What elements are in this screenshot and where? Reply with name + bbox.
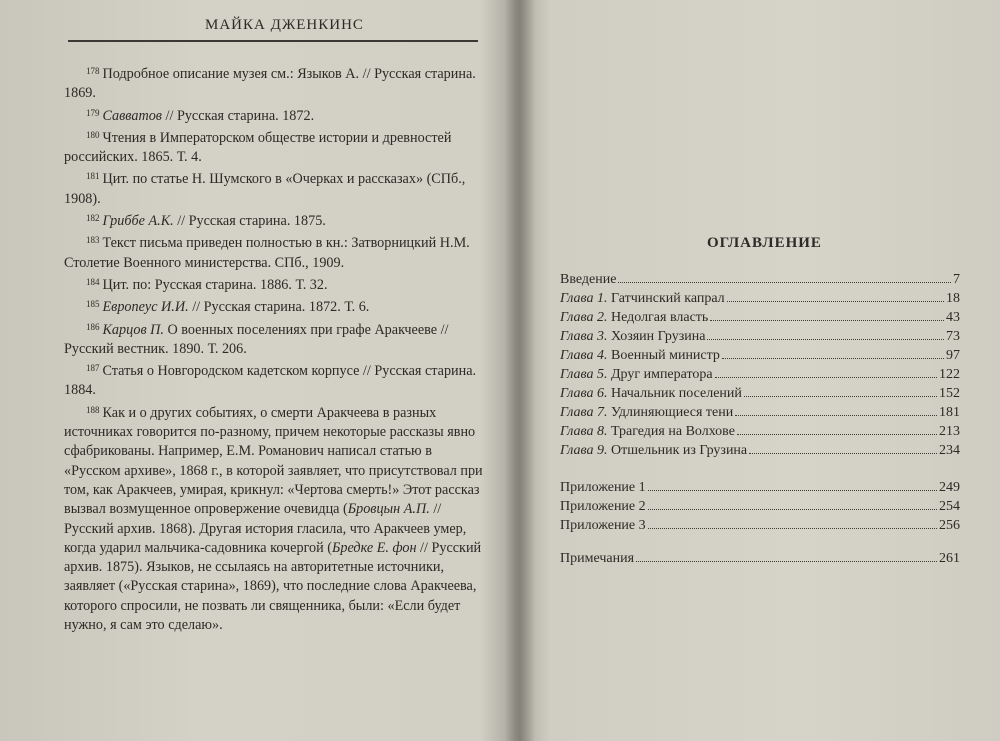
note-text: // Русская старина. 1875. — [173, 213, 326, 230]
endnote — [64, 104, 489, 126]
chapter-title: Отшельник из Грузина — [610, 443, 748, 458]
header-rule — [68, 40, 478, 42]
toc-page: 213 — [939, 424, 960, 439]
toc-entry-chapter — [560, 424, 960, 443]
chapter-title: Недолгая власть — [610, 310, 709, 325]
toc-page: 18 — [946, 291, 960, 306]
chapter-title: Трагедия на Волхове — [610, 424, 735, 439]
note-author: Бредке Е. фон — [332, 539, 417, 556]
note-text: Как и о других событиях, о смерти Аракчеева в разных источниках говорится по-разному, причем некоторые рассказы явно сфабрикованы. Например, Е.М. Романович написал статью в «Русском архиве», 1868 г., в которой заявляет, что присутствовал при том, как Аракчеев, умирая, крикнул: «Чертова смерть!» Этот рассказ вызвал возмущенное опровержение очевидца ( — [64, 404, 483, 518]
note-text: Чтения в Императорском обществе истории и древностей российских. 1865. Т. 4. — [64, 129, 452, 166]
note-author: Карцов П. — [102, 321, 164, 338]
note-text: Статья о Новгородском кадетском корпусе // Русская старина. 1884. — [64, 363, 477, 399]
endnote — [64, 62, 489, 104]
toc-page: 7 — [953, 272, 960, 287]
toc-page: 43 — [946, 310, 960, 325]
note-number: 188 — [86, 404, 100, 415]
note-author: Савватов — [102, 107, 162, 124]
toc-entry-chapter — [560, 291, 960, 310]
toc-entry-chapter — [560, 329, 960, 348]
chapter-prefix: Глава 6. — [560, 386, 608, 401]
toc-page: 254 — [939, 499, 960, 514]
toc-leader — [710, 319, 944, 321]
note-number: 180 — [86, 129, 100, 140]
toc-page: 73 — [946, 329, 960, 344]
toc-leader — [648, 527, 937, 529]
toc-leader — [707, 338, 944, 340]
chapter-title: Друг императора — [610, 367, 713, 382]
toc-leader — [735, 414, 937, 416]
toc-page: 122 — [939, 367, 960, 382]
note-number: 187 — [86, 363, 100, 374]
toc-leader — [715, 376, 937, 378]
note-text: Цит. по статье Н. Шумского в «Очерках и рассказах» (СПб., 1908). — [64, 171, 466, 207]
toc-spacer — [560, 462, 960, 480]
endnote — [64, 126, 489, 168]
note-author: Бровцын А.П. — [347, 501, 430, 518]
chapter-title: Начальник поселений — [610, 386, 742, 401]
note-text: // Русский архив. 1875). Языков, не ссылаясь на авторитетные источники, заявляет («Русская старина», 1869), что последние слова Аракчеева, которого спросили, не позвать ли священника, были: «Если будет нужно, я сам это сделаю». — [64, 539, 482, 634]
note-number: 186 — [86, 321, 100, 332]
toc-page: 234 — [939, 443, 960, 458]
toc-page: 249 — [939, 480, 960, 495]
toc-entry-notes — [560, 551, 960, 570]
toc-page: 256 — [939, 518, 960, 533]
toc-label: Приложение 2 — [560, 499, 646, 514]
chapter-prefix: Глава 1. — [560, 291, 608, 306]
toc-entry-chapter — [560, 443, 960, 462]
toc-leader — [618, 281, 951, 283]
toc-leader — [749, 452, 937, 454]
endnote — [64, 231, 489, 273]
chapter-prefix: Глава 5. — [560, 367, 608, 382]
chapter-prefix: Глава 2. — [560, 310, 608, 325]
toc-leader — [722, 357, 944, 359]
endnote — [64, 273, 489, 295]
note-number: 179 — [86, 107, 100, 118]
note-number: 185 — [86, 299, 100, 310]
endnote — [64, 359, 489, 401]
toc-page: 97 — [946, 348, 960, 363]
toc-label — [560, 443, 747, 459]
chapter-title: Удлиняющиеся тени — [610, 405, 734, 420]
note-number: 183 — [86, 235, 100, 246]
note-number: 182 — [86, 213, 100, 224]
endnotes — [64, 62, 489, 635]
endnote — [64, 295, 489, 317]
toc-label — [560, 329, 705, 345]
endnote — [64, 318, 489, 360]
note-author: Европеус И.И. — [102, 299, 189, 316]
toc-label — [560, 386, 742, 402]
note-number: 184 — [86, 276, 100, 287]
toc-page: 181 — [939, 405, 960, 420]
toc-leader — [744, 395, 937, 397]
toc-label — [560, 348, 720, 364]
toc-label — [560, 310, 708, 326]
endnote — [64, 167, 489, 209]
toc-label: Введение — [560, 272, 617, 287]
note-text: // Русская старина. 1872. Т. 6. — [188, 299, 370, 316]
toc-entry-appendix — [560, 518, 960, 537]
chapter-prefix: Глава 8. — [560, 424, 608, 439]
toc-entry-chapter — [560, 367, 960, 386]
toc-leader — [636, 560, 937, 562]
note-text: // Русская старина. 1872. — [161, 107, 315, 124]
chapter-title: Гатчинский капрал — [610, 291, 725, 306]
endnote-long — [64, 401, 489, 636]
note-number: 181 — [86, 171, 100, 182]
toc-label — [560, 367, 713, 383]
toc-entry-appendix — [560, 499, 960, 518]
chapter-title: Военный министр — [610, 348, 720, 363]
note-text: Текст письма приведен полностью в кн.: Затворницкий Н.М. Столетие Военного министерства. СПб., 1909. — [64, 235, 470, 271]
note-text: Подробное описание музея см.: Языков А. // Русская старина. 1869. — [64, 66, 476, 102]
toc-entry-intro — [560, 272, 960, 291]
toc-leader — [737, 433, 937, 435]
table-of-contents — [560, 272, 960, 570]
note-number: 178 — [86, 66, 100, 76]
toc-page: 261 — [939, 551, 960, 566]
chapter-prefix: Глава 7. — [560, 405, 608, 420]
toc-label: Приложение 1 — [560, 480, 646, 495]
toc-entry-chapter — [560, 386, 960, 405]
toc-page: 152 — [939, 386, 960, 401]
toc-leader — [648, 508, 937, 510]
toc-label: Примечания — [560, 551, 635, 566]
toc-entry-appendix — [560, 480, 960, 499]
chapter-prefix: Глава 9. — [560, 443, 608, 458]
toc-entry-chapter — [560, 348, 960, 367]
chapter-title: Хозяин Грузина — [610, 329, 706, 344]
toc-entry-chapter — [560, 310, 960, 329]
chapter-prefix: Глава 3. — [560, 329, 608, 344]
note-text: О военных поселениях при графе Аракчееве // Русский вестник. 1890. Т. 206. — [64, 321, 449, 357]
note-text: Цит. по: Русская старина. 1886. Т. 32. — [102, 276, 328, 293]
toc-leader — [727, 300, 944, 302]
toc-label — [560, 291, 725, 307]
chapter-prefix: Глава 4. — [560, 348, 608, 363]
endnote — [64, 209, 489, 231]
toc-label — [560, 405, 733, 421]
toc-entry-chapter — [560, 405, 960, 424]
toc-label: Приложение 3 — [560, 518, 646, 533]
toc-leader — [648, 489, 937, 491]
running-head: МАЙКА ДЖЕНКИНС — [205, 17, 364, 33]
toc-title: ОГЛАВЛЕНИЕ — [707, 235, 822, 251]
note-text: // Русский архив. 1868). Другая история гласила, что Аракчеев умер, когда ударил мальчика-садовника кочергой ( — [64, 501, 467, 556]
toc-label — [560, 424, 735, 440]
toc-spacer — [560, 537, 960, 551]
note-author: Гриббе А.К. — [102, 213, 174, 230]
